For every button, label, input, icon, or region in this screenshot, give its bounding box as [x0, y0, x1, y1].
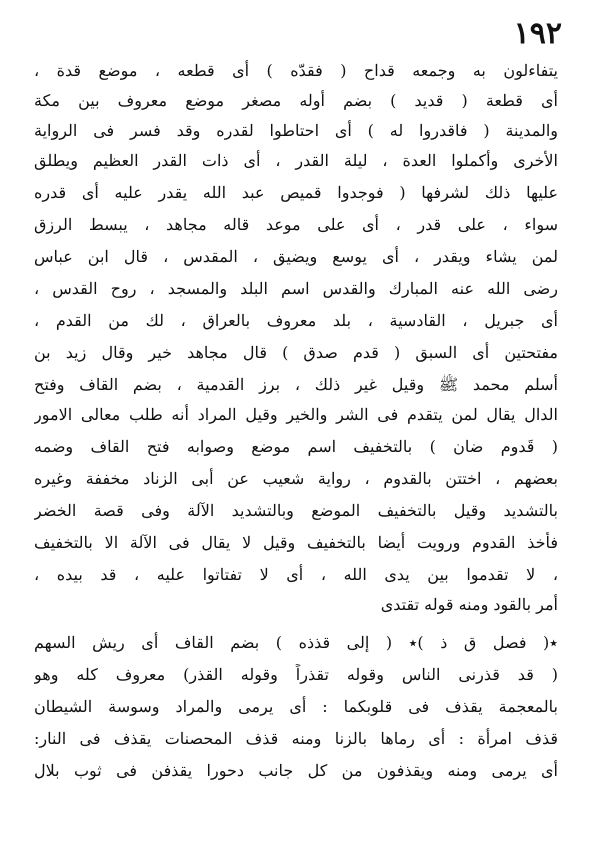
text-line: أى قطعة ( قديد ) بضم أوله مصغر موضع معروف بين مكة — [34, 91, 558, 110]
text-line: فأخذ القدوم ورويت أيضا بالتخفيف وقيل لا يقال فى الآلة الا بالتخفيف — [34, 533, 558, 552]
text-line: يتفاءلون به وجمعه قداح ( فقدّه ) أى قطعه ، موضع قدة ، — [34, 61, 558, 80]
text-line: ، لا تقدموا بين يدى الله ، أى لا تفتاتوا عليه ، قد بيده ، — [34, 565, 558, 584]
text-line: مفتحتين أى السبق ( قدم صدق ) قال مجاهد خير وقال زيد بن — [34, 343, 558, 362]
text-line: بالتشديد وقيل بالتخفيف الموضع وبالتشديد الآلة وفى قصة الخضر — [34, 501, 558, 520]
text-line: بعضهم ، اختتن بالقدوم ، رواية شعيب عن أبى الزناد مخففة وغيره — [34, 469, 558, 488]
text-line: لمن يشاء ويقدر ، أى يوسع ويضيق ، المقدس ، قال ابن عباس — [34, 247, 558, 266]
text-line: قذف امرأة : أى رماها بالزنا ومنه قذف المحصنات يقذف فى النار: — [34, 729, 558, 748]
text-line: رضى الله عنه المبارك والقدس اسم البلد والمسجد ، روح القدس ، — [34, 279, 558, 298]
text-line: أى يرمى ومنه ويقذفون من كل جانب دحورا يقذفن فى ثوب بلال — [34, 761, 558, 780]
text-line: والمدينة ( فاقدروا له ) أى احتاطوا لقدره وقد فسر فى الرواية — [34, 121, 558, 140]
text-line: ( قَدوم ضان ) بالتخفيف اسم موضع وصوابه فتح القاف وضمه — [34, 437, 558, 456]
text-line: بالمعجمة يقذف فى قلوبكما : أى يرمى والمراد وسوسة الشيطان — [34, 697, 558, 716]
text-line: ٭( فصل ق ذ )٭ ( إلى قذذه ) بضم القاف أى ريش السهم — [34, 633, 558, 652]
text-line: الأخرى وأكملوا العدة ، ليلة القدر ، أى ذات القدر العظيم ويطلق — [34, 151, 558, 170]
text-line: أمر بالقود ومنه قوله تقتدى — [380, 595, 558, 614]
text-line: أسلم محمد ﷺ وقيل غير ذلك ، برز القدمية ، بضم القاف وفتح — [34, 375, 558, 394]
text-line: ( قد قذرنى الناس وقوله تقذراً وقوله القذر) معروف كله وهو — [34, 665, 558, 684]
text-line: أى جبريل ، القادسية ، بلد معروف بالعراق ، لك من القدم ، — [34, 311, 558, 330]
text-line: سواء ، على قدر ، أى على موعد قاله مجاهد ، يبسط الرزق — [34, 215, 558, 234]
page-number: ١٩٢ — [513, 16, 562, 51]
text-line: عليها ذلك لشرفها ( فوجدوا قميص عبد الله يقدر عليه أى قدره — [34, 183, 558, 202]
text-line: الدال يقال لمن يتقدم فى الشر والخير وقيل المراد أنه طلب معالى الامور — [34, 405, 558, 424]
